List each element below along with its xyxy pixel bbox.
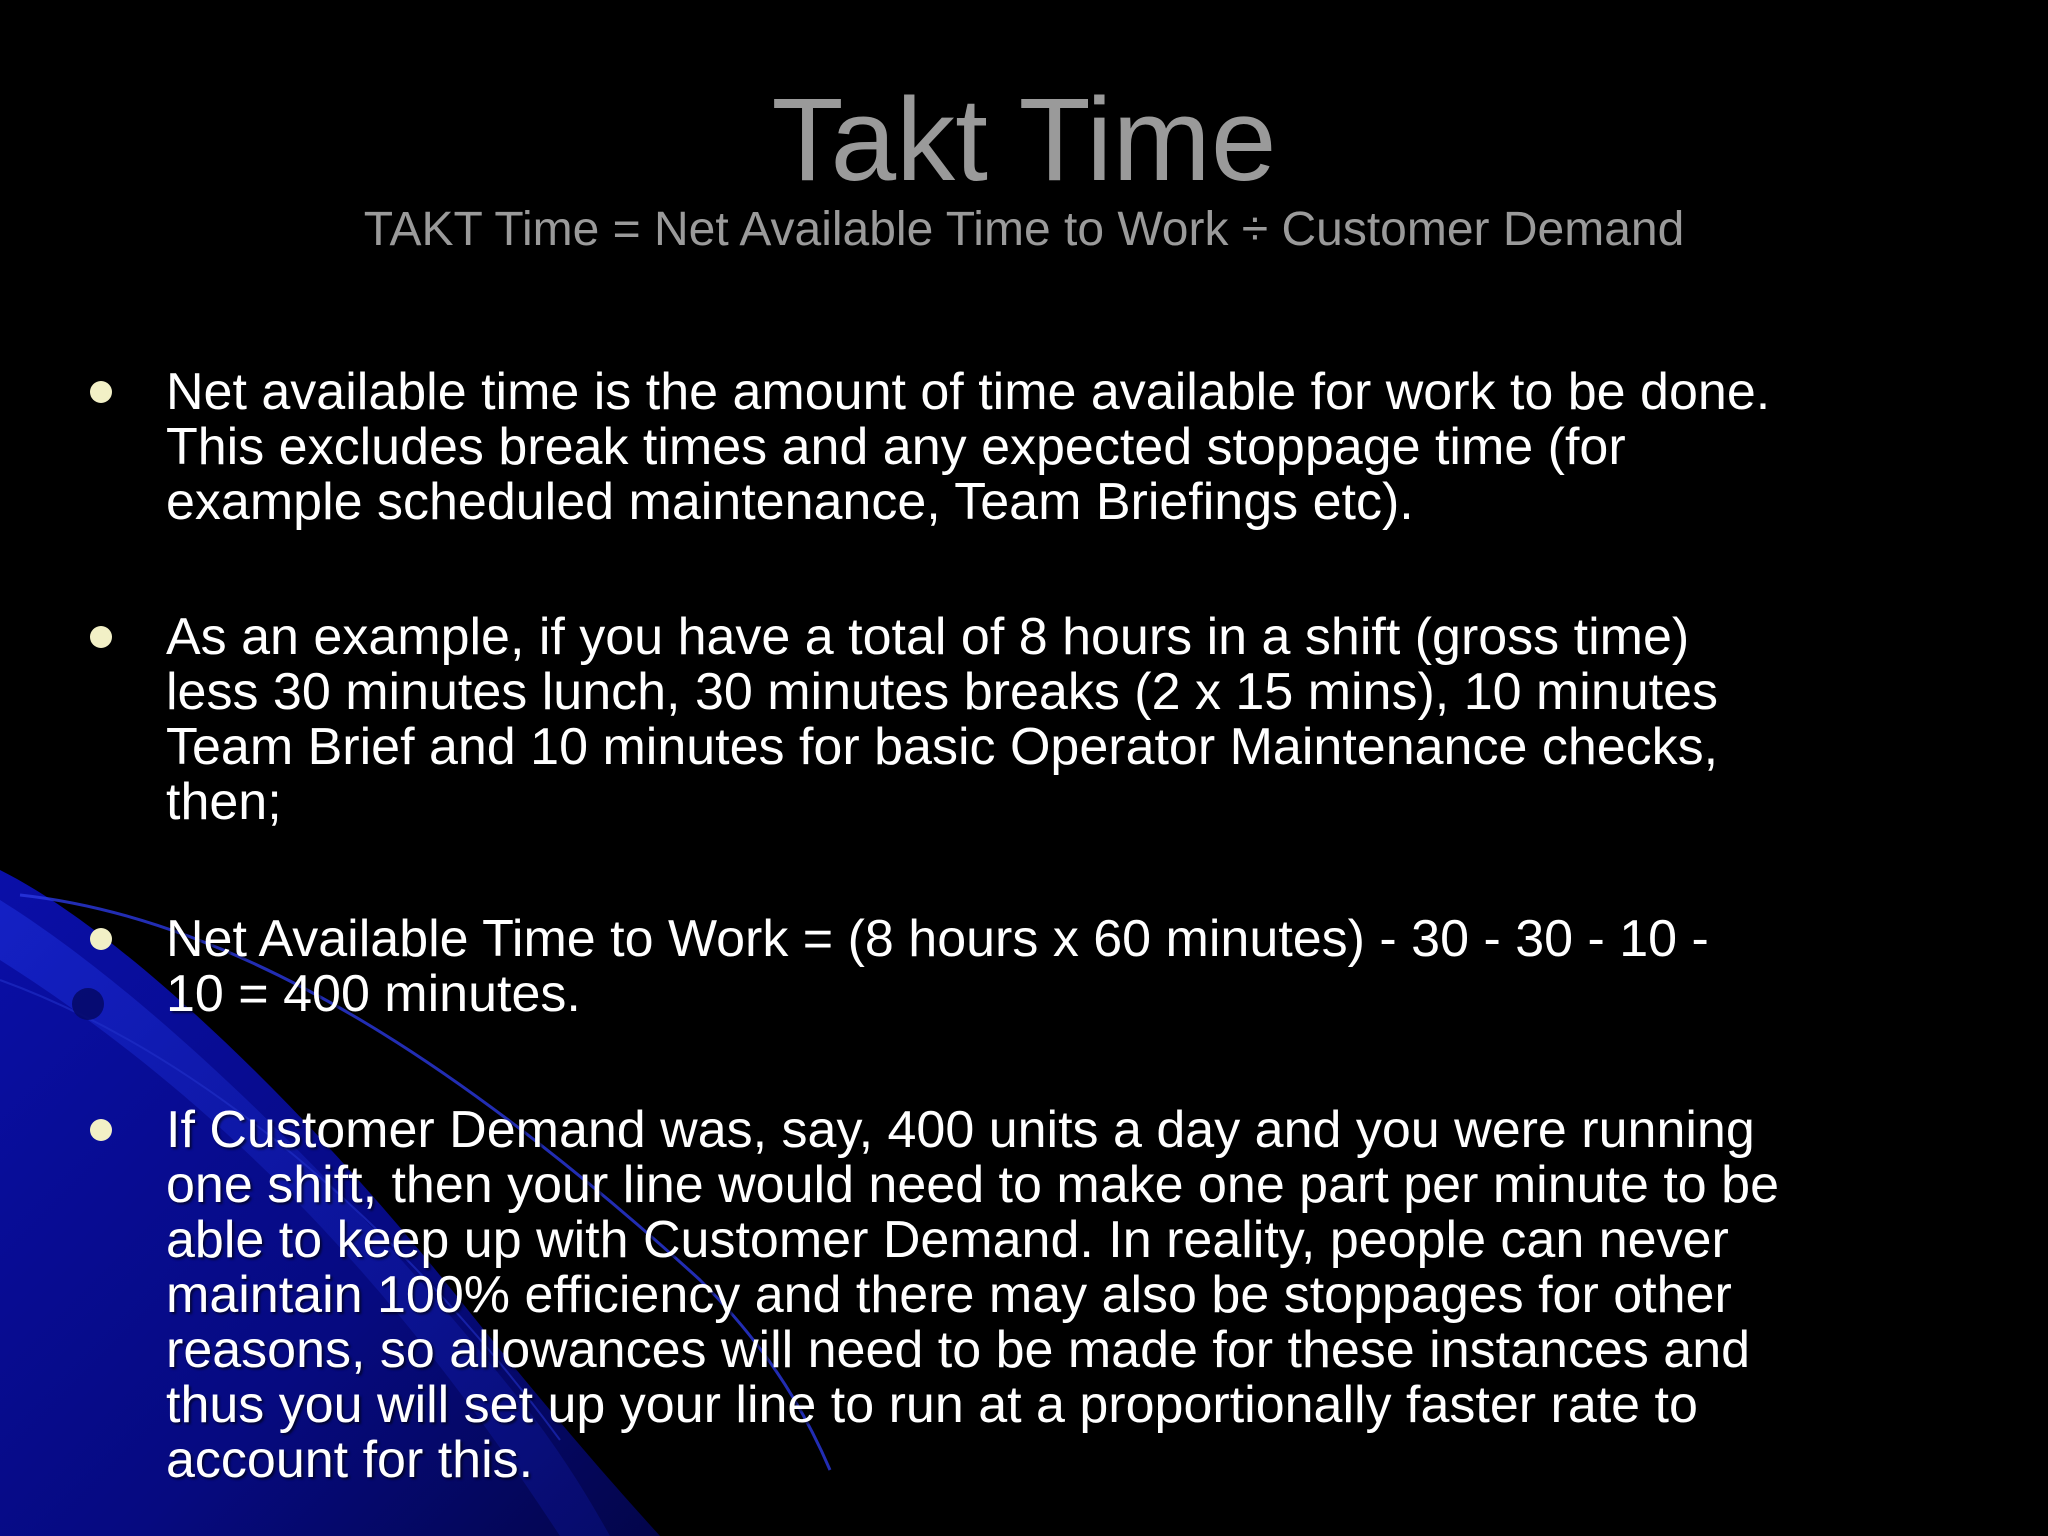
bullet-text: Net available time is the amount of time available for work to be done. This excludes break times and any expected stoppage time (for example scheduled maintenance, Team Briefings etc).: [166, 363, 1771, 531]
bullet-icon: [90, 626, 112, 648]
bullet-icon: [90, 1119, 112, 1141]
bullet-icon: [90, 381, 112, 403]
slide-title: Takt Time: [771, 74, 1277, 206]
slide-subtitle: TAKT Time = Net Available Time to Work ÷ Customer Demand: [363, 203, 1685, 256]
bullet-text: As an example, if you have a total of 8 hours in a shift (gross time) less 30 minutes lunch, 30 minutes breaks (2 x 15 mins), 10 minutes Team Brief and 10 minutes for basic Operator Maintenance checks, then;: [166, 608, 1719, 831]
bullet-icon: [90, 928, 112, 950]
bullet-text: Net Available Time to Work = (8 hours x 60 minutes) - 30 - 30 - 10 - 10 = 400 minutes.: [166, 910, 1709, 1023]
bullet-text: If Customer Demand was, say, 400 units a day and you were running one shift, then your line would need to make one part per minute to be able to keep up with Customer Demand. In reality, people can never maintain 100% efficiency and there may also be stoppages for other reasons, so allowances will need to be made for these instances and thus you will set up your line to run at a proportionally faster rate to account for this.: [166, 1101, 1780, 1489]
